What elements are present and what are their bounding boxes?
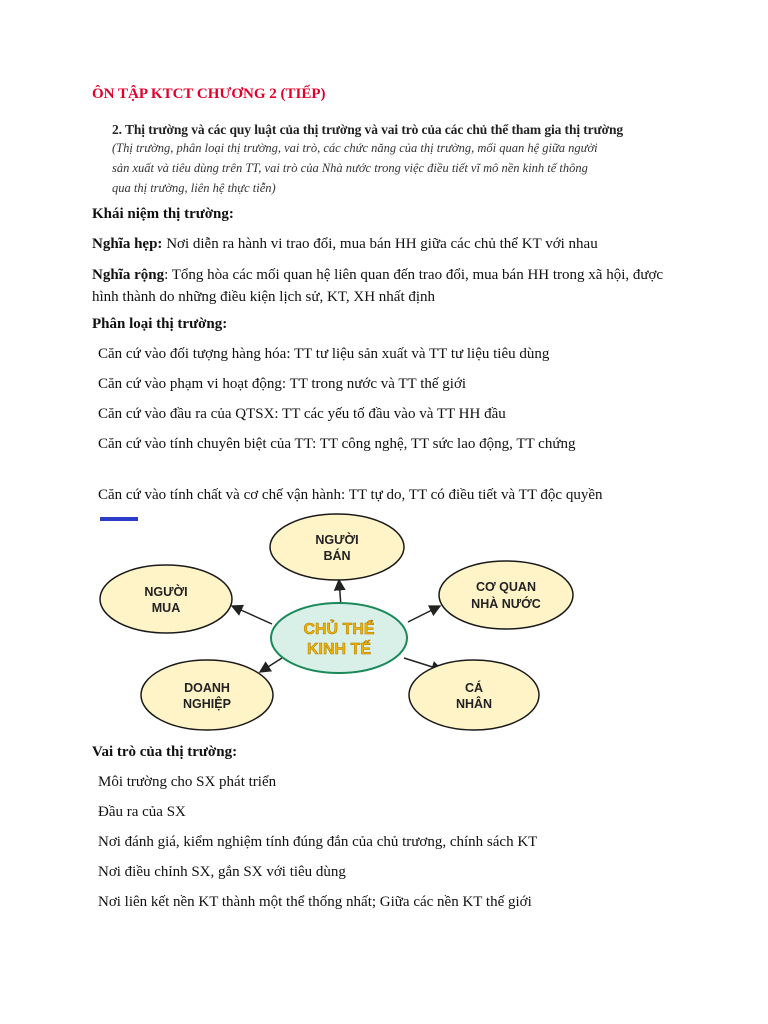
narrow-label: Nghĩa hẹp: <box>92 236 163 252</box>
narrow-text: Nơi diễn ra hành vi trao đổi, mua bán HH giữa các chủ thể KT với nhau <box>162 236 598 252</box>
classification-item: Căn cứ vào tính chuyên biệt của TT: TT công nghệ, TT sức lao động, TT chứng <box>98 436 576 452</box>
role-item: Nơi liên kết nền KT thành một thể thống nhất; Giữa các nền KT thế giới <box>98 894 532 910</box>
classification-item: Căn cứ vào phạm vi hoạt động: TT trong nước và TT thế giới <box>98 376 467 392</box>
excerpt-line: sản xuất và tiêu dùng trên TT, vai trò của Nhà nước trong việc điều tiết vĩ mô nền kinh tế thông <box>112 161 588 175</box>
concept-heading: Khái niệm thị trường: <box>92 206 234 222</box>
classification-item: Căn cứ vào đối tượng hàng hóa: TT tư liệu sản xuất và TT tư liệu tiêu dùng <box>98 346 550 362</box>
role-item: Nơi điều chỉnh SX, gắn SX với tiêu dùng <box>98 864 346 880</box>
state-node <box>439 561 573 629</box>
arrow-to-buyer <box>232 606 272 624</box>
seller-node <box>270 514 404 580</box>
buyer-label: MUA <box>151 601 181 615</box>
role-heading: Vai trò của thị trường: <box>92 744 238 760</box>
seller-label: NGƯỜI <box>315 533 359 547</box>
enterprise-node <box>141 660 273 730</box>
seller-label: BÁN <box>323 549 351 563</box>
buyer-label: NGƯỜI <box>144 585 188 599</box>
arrow-to-enterprise <box>260 658 282 672</box>
state-label: CƠ QUAN <box>476 580 536 594</box>
state-label: NHÀ NƯỚC <box>471 597 541 611</box>
enterprise-label: NGHIỆP <box>183 697 231 711</box>
buyer-node <box>100 565 232 633</box>
narrow-definition <box>92 236 598 253</box>
classification-item: Căn cứ vào tính chất và cơ chế vận hành: TT tự do, TT có điều tiết và TT độc quyền <box>98 487 603 503</box>
individual-label: CÁ <box>464 681 484 695</box>
excerpt-line: qua thị trường, liên hệ thực tiễn) <box>112 181 276 195</box>
excerpt-line: (Thị trường, phân loại thị trường, vai trò, các chức năng của thị trường, mối quan hệ giữa người <box>112 141 598 155</box>
individual-label: NHÂN <box>455 697 493 711</box>
arrow-to-state <box>408 606 440 622</box>
classification-item: Căn cứ vào đầu ra của QTSX: TT các yếu tố đầu vào và TT HH đầu <box>98 406 506 422</box>
individual-node <box>409 660 539 730</box>
broad-definition <box>92 264 672 308</box>
textbook-excerpt <box>112 122 672 198</box>
enterprise-label: DOANH <box>184 681 230 695</box>
role-item: Đầu ra của SX <box>98 804 186 820</box>
center-label: CHỦ THỂ <box>303 621 375 638</box>
document-title: ÔN TẬP KTCT CHƯƠNG 2 (TIẾP) <box>92 86 326 102</box>
center-node <box>271 603 407 673</box>
classification-heading: Phân loại thị trường: <box>92 316 228 332</box>
role-item: Môi trường cho SX phát triển <box>98 774 277 790</box>
broad-label: Nghĩa rộng <box>92 267 165 283</box>
excerpt-heading: 2. Thị trường và các quy luật của thị trường và vai trò của các chủ thể tham gia thị trường <box>112 122 624 137</box>
stray-mark <box>100 517 138 521</box>
role-item: Nơi đánh giá, kiểm nghiệm tính đúng đắn của chủ trương, chính sách KT <box>98 834 538 850</box>
broad-text: : Tổng hòa các mối quan hệ liên quan đến trao đổi, mua bán HH trong xã hội, được hình thành do những điều kiện lịch sử, KT, XH nhất định <box>92 267 664 305</box>
economic-actors-diagram <box>0 510 768 740</box>
center-label: KINH TẾ <box>307 641 371 658</box>
